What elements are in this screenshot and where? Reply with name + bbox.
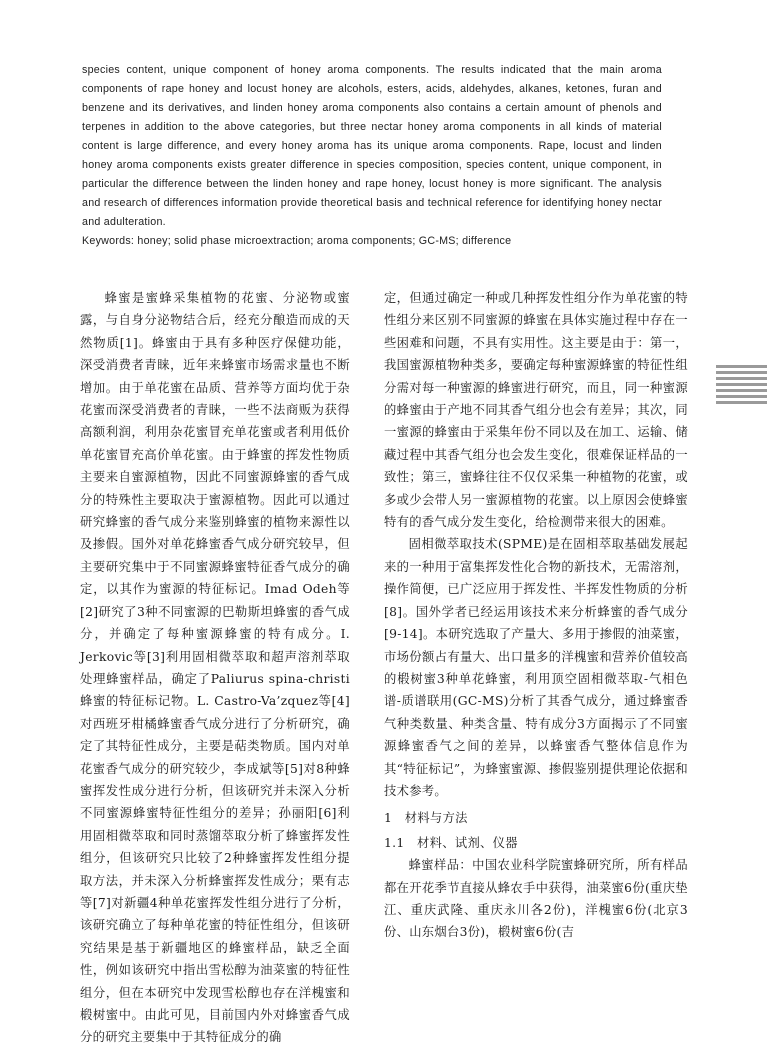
keywords-line — [82, 232, 662, 251]
samples-paragraph: 蜂蜜样品：中国农业科学院蜜蜂研究所，所有样品都在开花季节直接从蜂农手中获得，油菜蜜6份(重庆垫江、重庆武隆、重庆永川各2份)，洋槐蜜6份(北京3份、山东烟台3份)，椴树蜜6份(吉 — [384, 858, 688, 940]
section-heading-1-1: 1.1 材料、试剂、仪器 — [384, 835, 518, 850]
keywords-text: honey; solid phase microextraction; aroma components; GC-MS; difference — [134, 235, 512, 247]
continued-paragraph: 定，但通过确定一种或几种挥发性组分作为单花蜜的特性组分来区别不同蜜源的蜂蜜在具体实施过程中存在一些困难和问题，不具有实用性。这主要是由于：第一，我国蜜源植物种类多，要确定每种蜜源蜂蜜的特征性组分需对每一种蜜源的蜂蜜进行研究，而且，同一种蜜源的蜂蜜由于产地不同其香气组分也会有差异；其次，同一蜜源的蜂蜜由于采集年份不同以及在加工、运输、储藏过程中其香气组分也会发生变化，很难保证样品的一致性；第三，蜜蜂往往不仅仅采集一种植物的花蜜，或多或少会带人另一蜜源植物的花蜜。以上原因会使蜂蜜特有的香气成分发生变化，给检测带来很大的困难。 — [384, 291, 688, 530]
abstract-block — [82, 61, 662, 251]
right-column — [384, 287, 688, 944]
keywords-label: Keywords: — [82, 235, 135, 247]
abstract-text: species content, unique component of honey aroma components. The results indicated that the main aroma components of rape honey and locust honey are alcohols, esters, acids, aldehydes, alkanes, ketones, furan and benzene and its derivatives, and linden honey aroma components also contains a certain amount of phenols and terpenes in addition to the above categories, but three nectar honey aroma components in all kinds of material content is large difference, and every honey aroma has its unique aroma components. Rape, locust and linden honey aroma components exists greater difference in species composition, species content, unique component, in particular the difference between the linden honey and rape honey, locust honey is more significant. The analysis and research of differences information provide theoretical basis and technical reference for identifying honey nectar and adulteration. — [82, 64, 662, 228]
intro-paragraph: 蜂蜜是蜜蜂采集植物的花蜜、分泌物或蜜露，与自身分泌物结合后，经充分酿造而成的天然物质[1]。蜂蜜由于具有多种医疗保健功能，深受消费者青睐，近年来蜂蜜市场需求量也不断增加。由于单花蜜在品质、营养等方面均优于杂花蜜而深受消费者的青睐，一些不法商贩为获得高额利润，利用杂花蜜冒充单花蜜或者利用低价单花蜜冒充高价单花蜜。由于蜂蜜的挥发性物质主要来自蜜源植物，因此不同蜜源蜂蜜的香气成分的特殊性主要取决于蜜源植物。因此可以通过研究蜂蜜的香气成分来鉴别蜂蜜的植物来源性以及掺假。国外对单花蜂蜜香气成分研究较早，但主要研究集中于不同蜜源蜂蜜特征香气成分的确定，以其作为蜜源的特征标记。Imad Odeh等[2]研究了3种不同蜜源的巴勒斯坦蜂蜜的香气成分，并确定了每种蜜源蜂蜜的特有成分。I. Jerkovic等[3]利用固相微萃取和超声溶剂萃取处理蜂蜜样品，确定了Paliurus spina-christi蜂蜜的特征标记物。L. Castro-Va’zquez等[4]对西班牙柑橘蜂蜜香气成分进行了分析研究，确定了其特征性成分，主要是萜类物质。国内对单花蜜香气成分的研究较少，李成斌等[5]对8种蜂蜜挥发性成分进行分析，但该研究并未深入分析不同蜜源蜂蜜特征性组分的差异；孙丽阳[6]利用固相微萃取和同时蒸馏萃取分析了蜂蜜挥发性组分，但该研究只比较了2种蜂蜜挥发性组分提取方法，并未深入分析蜂蜜挥发性成分；栗有志等[7]对新疆4种单花蜜挥发性组分进行了分析，该研究确立了每种单花蜜的特征性组分，但该研究结果是基于新疆地区的蜂蜜样品，缺乏全面性，例如该研究中指出雪松醇为油菜蜜的特征性组分，但在本研究中发现雪松醇也存在洋槐蜜和椴树蜜中。由此可见，目前国内外对蜂蜜香气成分的研究主要集中于其特征成分的确 — [80, 291, 350, 1045]
spme-paragraph: 固相微萃取技术(SPME)是在固相萃取基础发展起来的一种用于富集挥发性化合物的新技术，无需溶剂，操作简便，已广泛应用于挥发性、半挥发性物质的分析[8]。国外学者已经运用该技术来分析蜂蜜的香气成分[9-14]。本研究选取了产量大、多用于掺假的油菜蜜，市场份额占有量大、出口量多的洋槐蜜和营养价值较高的椴树蜜3种单花蜂蜜，利用顶空固相微萃取-气相色谱-质谱联用(GC-MS)分析了其香气成分，通过蜂蜜香气种类数量、种类含量、特有成分3方面揭示了不同蜜源蜂蜜香气之间的差异，以蜂蜜香气整体信息作为其“特征标记”，为蜂蜜蜜源、掺假鉴别提供理论依据和技术参考。 — [384, 537, 688, 798]
left-column — [80, 287, 350, 1049]
section-heading-1: 1 材料与方法 — [384, 811, 468, 826]
page-edge-tab-marker — [716, 365, 767, 407]
